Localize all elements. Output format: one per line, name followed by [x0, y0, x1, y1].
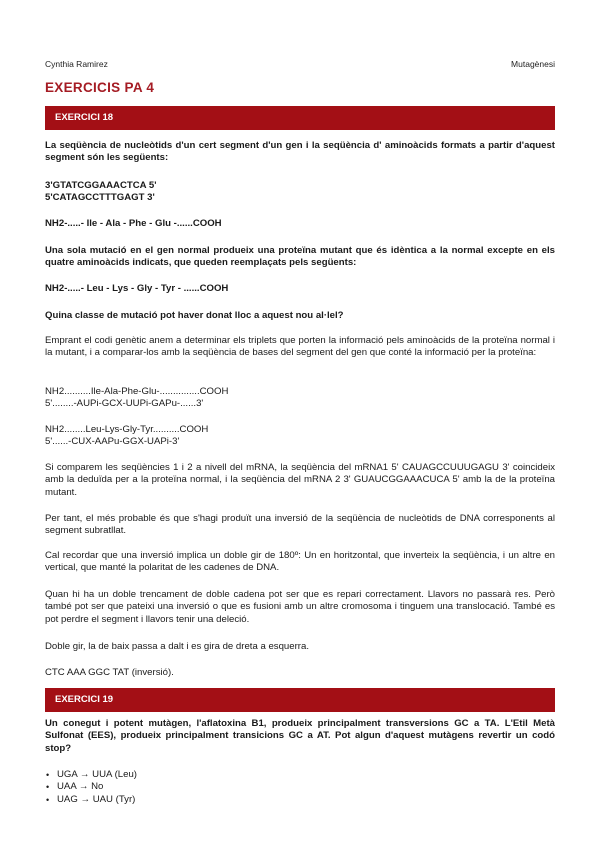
list-item: • UAG → UAU (Tyr) — [57, 794, 555, 806]
protein-mutant: NH2-.....- Leu - Lys - Gly - Tyr - ......COOH — [45, 283, 229, 294]
exercise-18-heading: EXERCICI 18 — [45, 106, 555, 130]
paragraph-inversion-result: CTC AAA GGC TAT (inversió). — [45, 667, 174, 678]
code-block-mutant — [45, 424, 555, 449]
list-item: • UGA → UUA (Leu) — [57, 769, 555, 781]
code-mutant-protein: NH2........Leu-Lys-Gly-Tyr..........COOH — [45, 424, 209, 435]
code-normal-mrna: 5'........-AUPi-GCX-UUPi-GAPu-......3' — [45, 398, 204, 410]
mutation-description: Una sola mutació en el gen normal produeix una proteïna mutant que és idèntica a la normal excepte en els quatre aminoàcids indicats, que queden reemplaçats pels següents: — [45, 245, 555, 269]
author-name: Cynthia Ramirez — [45, 59, 108, 69]
paragraph-comparison: Si comparem les seqüències 1 i 2 a nivell del mRNA, la seqüència del mRNA1 5' CAUAGCCUUUGAGU 3' coincideix amb la deduïda per a la proteïna normal, i la seqüència del mRNA 2 3' GUAUCGGAAACUCA 5' amb la de la proteïna mutant. — [45, 462, 555, 498]
exercise-19-heading: EXERCICI 19 — [45, 688, 555, 712]
paragraph-conclusion: Per tant, el més probable és que s'hagi produït una inversió de la seqüència de nucleòtids de DNA corresponents al segment subratllat. — [45, 513, 555, 537]
exercise-18-intro: La seqüència de nucleòtids d'un cert segment d'un gen i la seqüència d' aminoàcids formats a partir d'aquest segment són les següents: — [45, 140, 555, 164]
page-header — [45, 59, 555, 71]
code-mutant-mrna: 5'......-CUX-AAPu-GGX-UAPi-3' — [45, 436, 180, 448]
code-normal-protein: NH2..........Ile-Ala-Phe-Glu-...............COOH — [45, 386, 229, 397]
list-item: • UAA → No — [57, 781, 555, 793]
protein-normal: NH2-.....- Ile - Ala - Phe - Glu -......COOH — [45, 218, 222, 229]
document-title: EXERCICIS PA 4 — [45, 80, 155, 95]
exercise-18-question: Quina classe de mutació pot haver donat lloc a aquest nou al·lel? — [45, 310, 344, 321]
dna-sequence-2: 5'CATAGCCTTTGAGT 3' — [45, 192, 155, 204]
paragraph-genetic-code: Emprant el codi genètic anem a determinar els triplets que porten la informació pels aminoàcids de la proteïna normal i la mutant, i a comparar-los amb la seqüència de bases del segment del gen que conté la informació per la proteïna: — [45, 335, 555, 359]
paragraph-double-break: Quan hi ha un doble trencament de doble cadena pot ser que es repari correctament. Llavors no passarà res. Però també pot ser que pateixi una inversió o que es fusioni amb un altre cromosoma i tinguem una translocació. També es pot perdre el segment i llavors tenir una deleció. — [45, 589, 555, 625]
dna-sequence-1: 3'GTATCGGAAACTCA 5' — [45, 180, 157, 191]
dna-sequences — [45, 180, 555, 205]
codon-list — [45, 769, 555, 806]
exercise-19-question: Un conegut i potent mutàgen, l'aflatoxina B1, produeix principalment transversions GC a TA. L'Etil Metà Sulfonat (EES), produeix principalment transicions GC a AT. Pot algun d'aquest mutàgens revertir un codó stop? — [45, 718, 555, 754]
paragraph-double-turn: Doble gir, la de baix passa a dalt i es gira de dreta a esquerra. — [45, 641, 309, 652]
code-block-normal — [45, 386, 555, 411]
paragraph-inversion: Cal recordar que una inversió implica un doble gir de 180º: Un en horitzontal, que inverteix la seqüència, i un altre en vertical, que manté la polaritat de les cadenes de DNA. — [45, 550, 555, 574]
header-topic: Mutagènesi — [511, 59, 555, 69]
